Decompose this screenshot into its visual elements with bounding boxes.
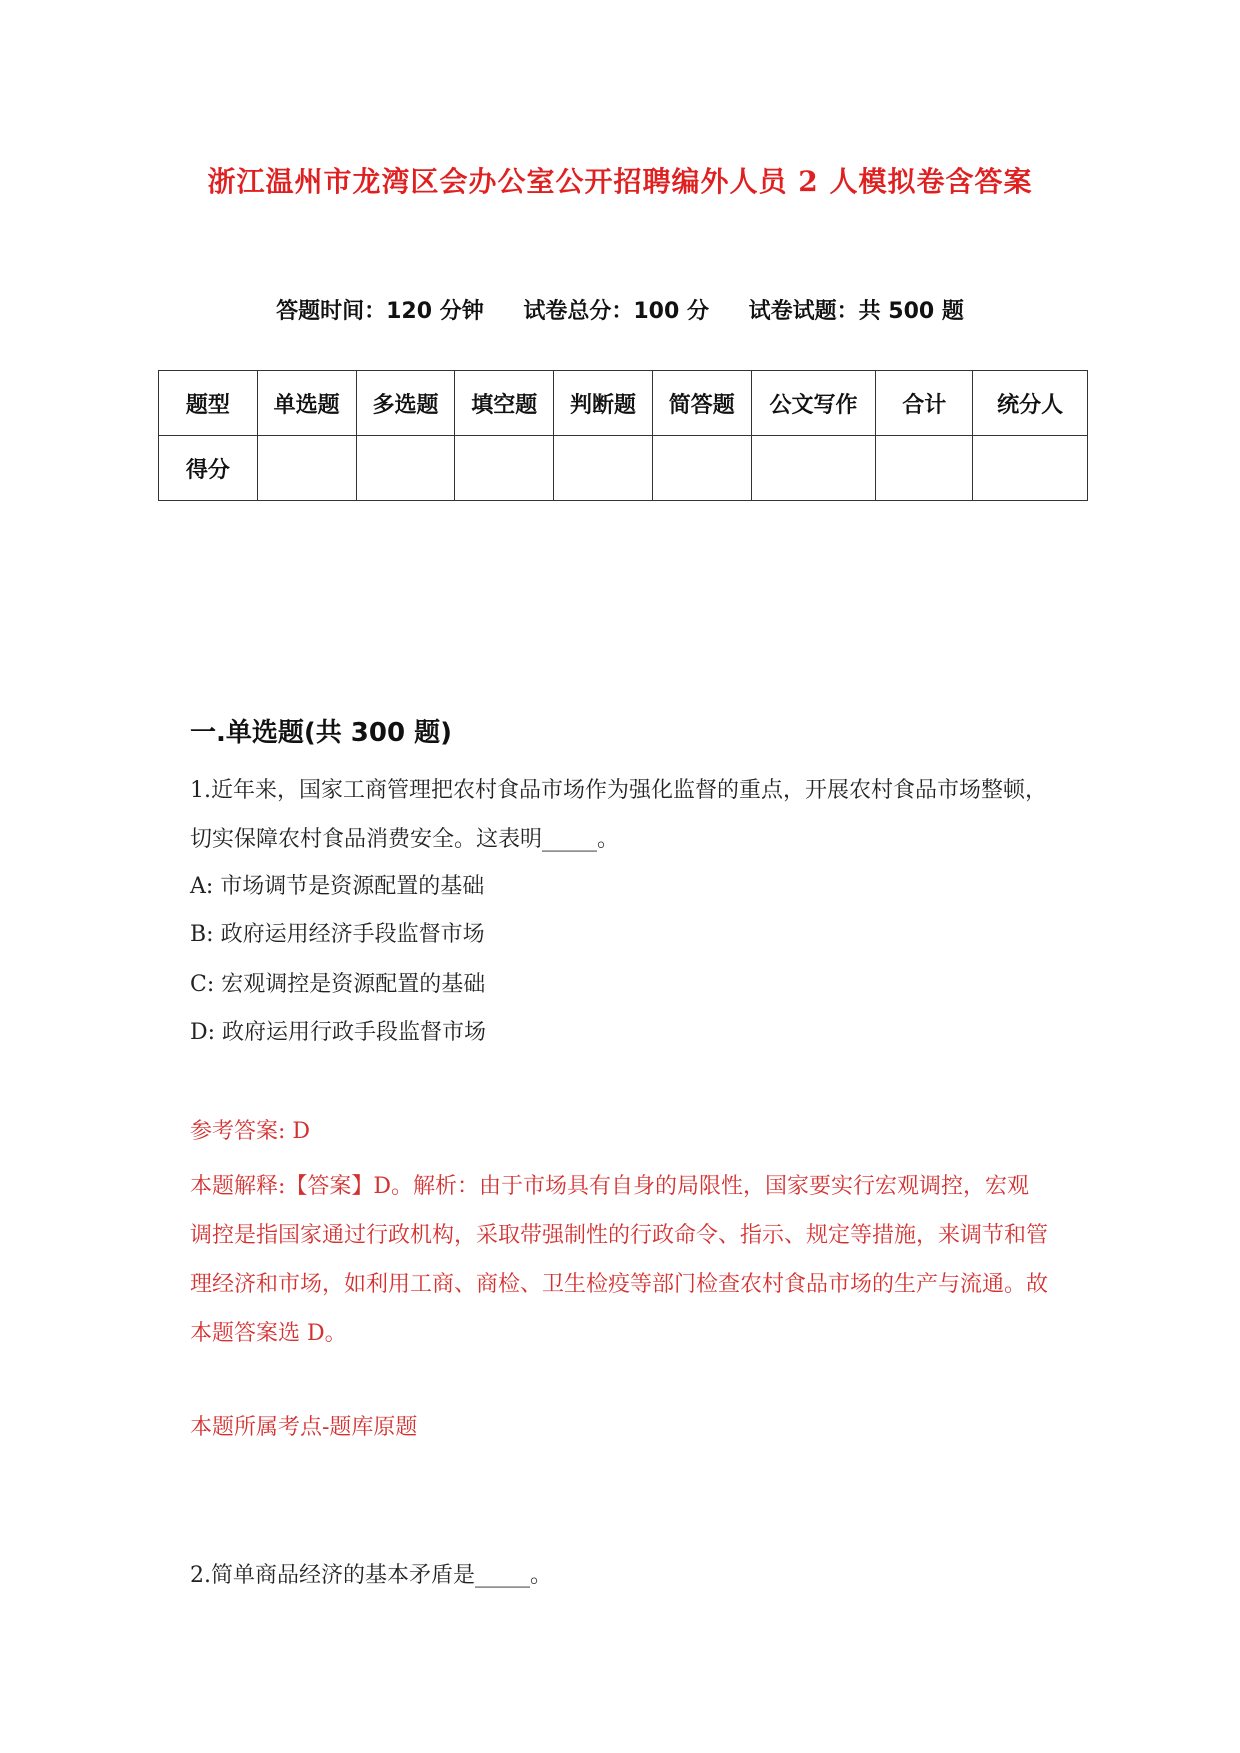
score-table <box>158 370 1088 501</box>
score-cell <box>554 436 653 501</box>
question-1-text: 1.近年来，国家工商管理把农村食品市场作为强化监督的重点，开展农村食品市场整顿，切实保障农村食品消费安全。这表明_____。 <box>190 778 1047 852</box>
score-cell <box>973 436 1088 501</box>
score-cell <box>751 436 876 501</box>
score-row-label: 得分 <box>159 436 258 501</box>
option-d: D: 政府运用行政手段监督市场 <box>190 1020 487 1045</box>
option-b: B: 政府运用经济手段监督市场 <box>190 922 485 947</box>
question-topic: 本题所属考点-题库原题 <box>190 1415 418 1440</box>
score-table-header-row <box>159 371 1088 436</box>
score-table-header-cell: 多选题 <box>356 371 455 436</box>
section-title: 一.单选题(共 300 题) <box>190 718 453 748</box>
reference-answer: 参考答案: D <box>190 1119 311 1144</box>
score-table-header-cell: 判断题 <box>554 371 653 436</box>
score-table-header-cell: 统分人 <box>973 371 1088 436</box>
exam-meta <box>0 294 1240 325</box>
score-table-header-cell: 填空题 <box>455 371 554 436</box>
document-title: 浙江温州市龙湾区会办公室公开招聘编外人员 2 人模拟卷含答案 <box>207 165 1033 198</box>
score-cell <box>876 436 973 501</box>
option-a: A: 市场调节是资源配置的基础 <box>190 874 485 899</box>
score-cell <box>652 436 751 501</box>
score-table-header-cell: 公文写作 <box>751 371 876 436</box>
score-cell <box>356 436 455 501</box>
exam-question-count: 试卷试题：共 500 题 <box>748 299 964 324</box>
score-table-score-row <box>159 436 1088 501</box>
option-c: C: 宏观调控是资源配置的基础 <box>190 972 486 997</box>
exam-total-score: 试卷总分：100 分 <box>523 299 709 324</box>
exam-time: 答题时间：120 分钟 <box>276 299 484 324</box>
score-table-header-cell: 简答题 <box>652 371 751 436</box>
answer-explanation: 本题解释:【答案】D。解析：由于市场具有自身的局限性，国家要实行宏观调控，宏观调控是指国家通过行政机构，采取带强制性的行政命令、指示、规定等措施，来调节和管理经济和市场，如利用工商、商检、卫生检疫等部门检查农村食品市场的生产与流通。故本题答案选 D。 <box>190 1174 1049 1346</box>
score-table-header-cell: 单选题 <box>257 371 356 436</box>
question-2-text: 2.简单商品经济的基本矛盾是_____。 <box>190 1563 552 1588</box>
score-cell <box>257 436 356 501</box>
score-cell <box>455 436 554 501</box>
score-table-header-cell: 题型 <box>159 371 258 436</box>
score-table-header-cell: 合计 <box>876 371 973 436</box>
